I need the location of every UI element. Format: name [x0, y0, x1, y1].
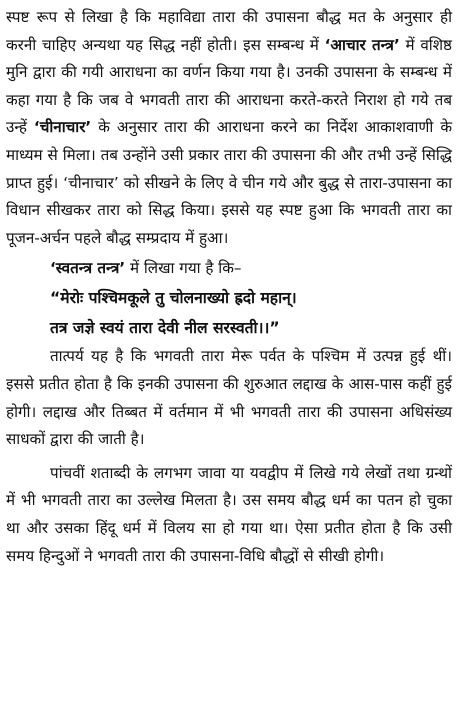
swatantra-tantra-term: ‘स्वतन्त्र तन्त्र’: [50, 259, 126, 278]
paragraph-text: के अनुसार तारा की आराधना करने का निर्देश आकाशवाणी के माध्यम से मिला। तब उन्होंने उसी प्रकार तारा की उपासना की और तभी उन्हें सिद्धि प्राप्त हुई। ‘चीनाचार’ को सीखने के लिए वे चीन गये और बुद्ध से तारा-उपासना का विधान सीखकर तारा को सिद्ध किया। इससे यह स्पष्ट हुआ कि भगवती तारा का पूजन-अर्चन पहले बौद्ध सम्प्रदाय में हुआ।: [6, 118, 452, 247]
chinachar-term: ‘चीनाचार’: [33, 118, 92, 137]
paragraph-achar-tantra: [6, 4, 452, 252]
quote-intro-text: में लिखा गया है कि–: [125, 259, 242, 278]
quote-introduction: [6, 254, 452, 283]
verse-line-1: “मेरोः पश्चिमकूले तु चोलनाख्यो ह्रदो महान्।: [50, 289, 297, 308]
paragraph-text: में वशिष्ठ मुनि द्वारा की गयी आराधना का वर्णन किया गया है। उनकी उपासना के सम्बन्ध में कहा गया है कि जब वे भगवती तारा की आराधना करते-करते निराश हो गये तब उन्हें: [6, 35, 452, 137]
paragraph-java-yavadvip: पांचवीं शताब्दी के लगभग जावा या यवद्वीप में लिखे गये लेखों तथा ग्रन्थों में भी भगवती तारा का उल्लेख मिलता है। उस समय बौद्ध धर्म का पतन हो चुका था और उसका हिंदू धर्म में विलय सा हो गया था। ऐसा प्रतीत होता है कि उसी समय हिन्दुओं ने भगवती तारा की उपासना-विधि बौद्धों से सीखी होगी।: [6, 463, 452, 565]
verse-line-2: तत्र जज्ञे स्वयं तारा देवी नील सरस्वती।।”: [50, 319, 280, 338]
achar-tantra-term: ‘आचार तन्त्र’: [324, 35, 400, 54]
paragraph-meru-parvat: तात्पर्य यह है कि भगवती तारा मेरू पर्वत के पश्चिम में उत्पन्न हुई थीं। इससे प्रतीत होता है कि इनकी उपासना की शुरुआत लद्दाख के आस-पास कहीं हुई होगी। लद्दाख और तिब्बत में वर्तमान में भी भगवती तारा की उपासना अधिसंख्य साधकों द्वारा की जाती है।: [6, 347, 452, 449]
paragraph-text: स्पष्ट रूप से लिखा है कि महाविद्या तारा की उपासना बौद्ध मत के अनुसार ही करनी चाहिए अन्यथा यह सिद्ध नहीं होती। इस सम्बन्ध में: [6, 8, 452, 54]
